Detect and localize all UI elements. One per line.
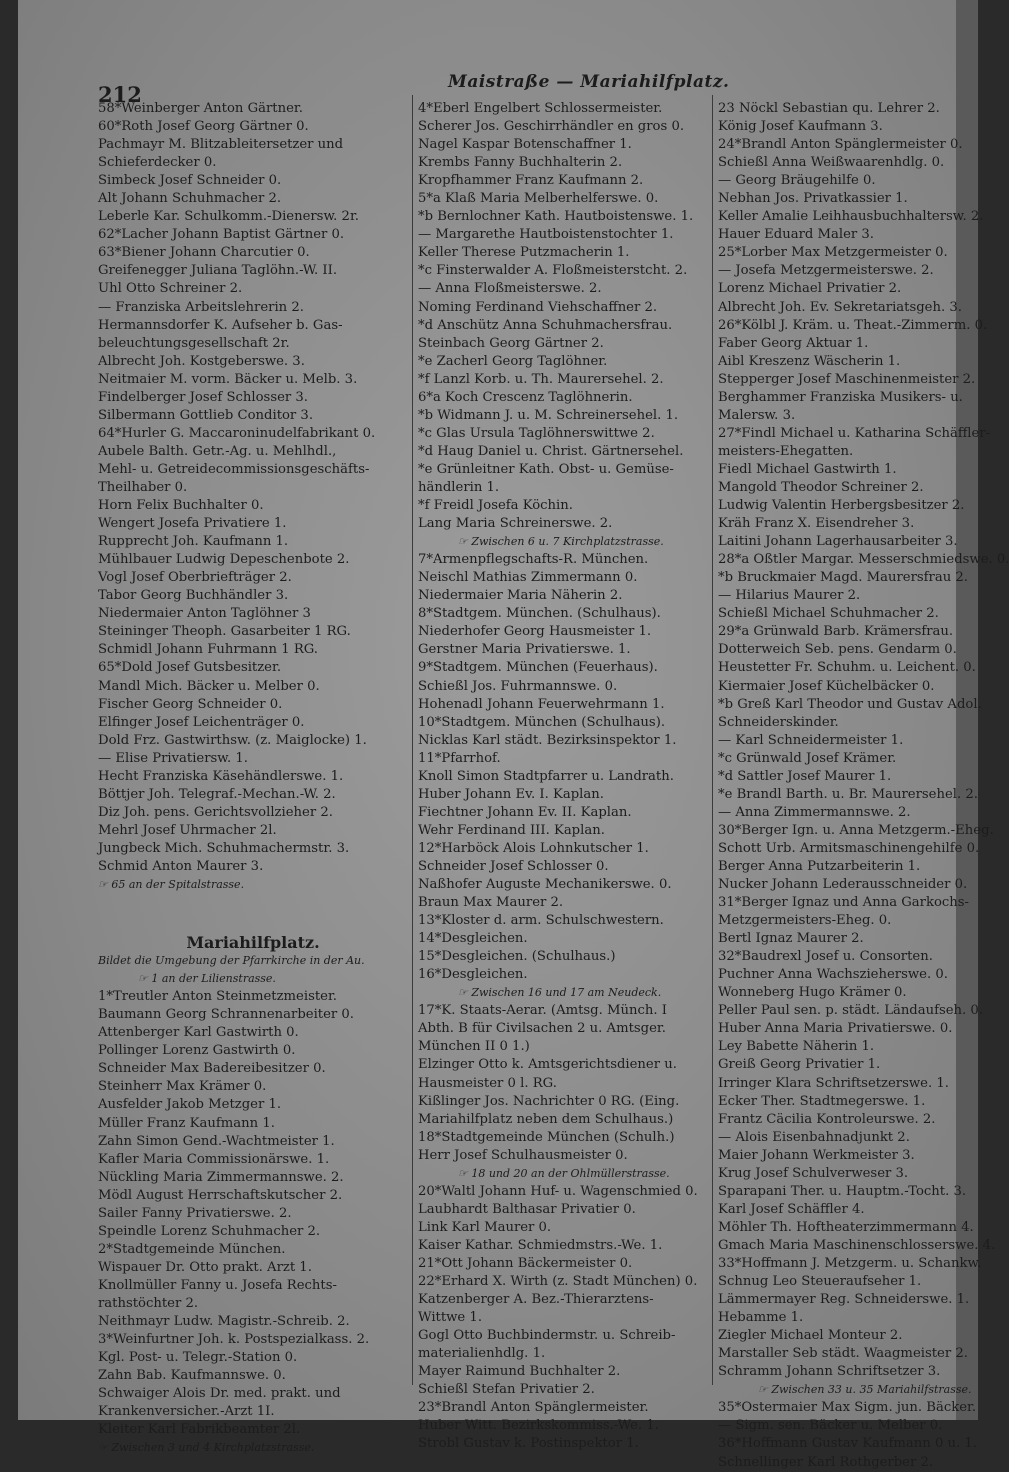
entry-list	[718, 100, 1009, 1381]
directory-entry: 33*Hoffmann J. Metzgerm. u. Schankw.	[718, 1256, 982, 1271]
directory-entry: Krembs Fanny Buchhalterin 2.	[418, 155, 623, 171]
directory-entry: — Georg Bräugehilfe 0.	[718, 173, 876, 189]
directory-entry: Vogl Josef Oberbriefträger 2.	[98, 570, 292, 586]
directory-entry: 24*Brandl Anton Spänglermeister 0.	[718, 137, 963, 153]
directory-entry: Niedermaier Maria Näherin 2.	[418, 588, 623, 604]
directory-entry: Scherer Jos. Geschirrhändler en gros 0.	[418, 119, 685, 135]
cross-reference-note: ☞ Zwischen 16 und 17 am Neudeck.	[458, 986, 662, 1000]
directory-entry: Neithmayr Ludw. Magistr.-Schreib. 2.	[98, 1314, 350, 1330]
directory-entry: Schneider Josef Schlosser 0.	[418, 858, 609, 874]
directory-entry: 8*Stadtgem. München. (Schulhaus).	[418, 606, 661, 622]
section-description: Bildet die Umgebung der Pfarrkirche in der Au.	[98, 954, 365, 968]
cross-reference-note: ☞ 18 und 20 an der Ohlmüllerstrasse.	[458, 1166, 670, 1180]
directory-entry: 30*Berger Ign. u. Anna Metzgerm.-Eheg.	[718, 822, 994, 838]
directory-entry: Kropfhammer Franz Kaufmann 2.	[418, 173, 644, 189]
directory-entry: Speindle Lorenz Schuhmacher 2.	[98, 1223, 321, 1239]
directory-entry: Huber Johann Ev. I. Kaplan.	[418, 786, 604, 802]
directory-entry: 16*Desgleichen.	[418, 967, 528, 983]
directory-entry: Ludwig Valentin Herbergsbesitzer 2.	[718, 498, 965, 514]
directory-entry: — Elise Privatiersw. 1.	[98, 750, 248, 766]
directory-entry: Mühlbauer Ludwig Depeschenbote 2.	[98, 552, 350, 568]
directory-entry: Kgl. Post- u. Telegr.-Station 0.	[98, 1350, 298, 1366]
directory-entry: 29*a Grünwald Barb. Krämersfrau.	[718, 624, 954, 640]
directory-entry: Müller Franz Kaufmann 1.	[98, 1115, 275, 1131]
directory-entry: beleuchtungsgesellschaft 2r.	[98, 335, 290, 351]
directory-entry: Niederhofer Georg Hausmeister 1.	[418, 624, 652, 640]
directory-entry: 28*a Oßtler Margar. Messerschmiedswe. 0.	[718, 552, 1009, 568]
directory-entry: Tabor Georg Buchhändler 3.	[98, 588, 289, 604]
directory-entry: Fiedl Michael Gastwirth 1.	[718, 461, 897, 477]
directory-entry: meisters-Ehegatten.	[718, 443, 854, 459]
directory-entry: Albrecht Joh. Ev. Sekretariatsgeh. 3.	[718, 299, 962, 315]
directory-entry: Schießl Jos. Fuhrmannswe. 0.	[418, 678, 618, 694]
directory-entry: Huber Witt. Bezirkskommiss.-We. 1.	[418, 1418, 659, 1434]
directory-entry: Findelberger Josef Schlosser 3.	[98, 389, 308, 405]
directory-entry: Hecht Franziska Käsehändlerswe. 1.	[98, 768, 344, 784]
directory-entry: Schramm Johann Schriftsetzer 3.	[718, 1364, 941, 1380]
directory-entry: Katzenberger A. Bez.-Thierarztens-	[418, 1292, 654, 1308]
directory-entry: Keller Amalie Leihhausbuchhaltersw. 2.	[718, 209, 984, 225]
directory-entry: Hausmeister 0 l. RG.	[418, 1075, 557, 1091]
directory-entry: Dold Frz. Gastwirthsw. (z. Maiglocke) 1.	[98, 732, 367, 748]
directory-entry: Neitmaier M. vorm. Bäcker u. Melb. 3.	[98, 371, 358, 387]
directory-entry: Kafler Maria Commissionärswe. 1.	[98, 1151, 330, 1167]
directory-entry: Fischer Georg Schneider 0.	[98, 696, 283, 712]
directory-entry: 60*Roth Josef Georg Gärtner 0.	[98, 119, 309, 135]
directory-entry: Albrecht Joh. Kostgeberswe. 3.	[98, 353, 305, 369]
directory-entry: 64*Hurler G. Maccaroninudelfabrikant 0.	[98, 425, 376, 441]
directory-entry: Maier Johann Werkmeister 3.	[718, 1147, 915, 1163]
directory-entry: Elfinger Josef Leichenträger 0.	[98, 714, 305, 730]
directory-entry: — Margarethe Hautboistenstochter 1.	[418, 227, 674, 243]
directory-entry: 23 Nöckl Sebastian qu. Lehrer 2.	[718, 101, 940, 116]
directory-entry: Kräh Franz X. Eisendreher 3.	[718, 516, 915, 532]
directory-entry: Marstaller Seb städt. Waagmeister 2.	[718, 1346, 968, 1362]
column-rule-1	[412, 95, 413, 1385]
directory-entry: Leberle Kar. Schulkomm.-Dienersw. 2r.	[98, 209, 359, 225]
directory-entry: München II 0 1.)	[418, 1039, 530, 1055]
directory-entry: Nückling Maria Zimmermannswe. 2.	[98, 1169, 344, 1185]
directory-entry: Nicklas Karl städt. Bezirksinspektor 1.	[418, 732, 677, 748]
directory-entry: Stepperger Josef Maschinenmeister 2.	[718, 371, 976, 387]
directory-entry: Knollmüller Fanny u. Josefa Rechts-	[98, 1277, 337, 1293]
directory-entry: *e Grünleitner Kath. Obst- u. Gemüse-	[418, 461, 674, 477]
directory-entry: Alt Johann Schuhmacher 2.	[98, 191, 282, 207]
directory-entry: 15*Desgleichen. (Schulhaus.)	[418, 949, 616, 965]
directory-entry: *c Grünwald Josef Krämer.	[718, 750, 897, 766]
directory-entry: Aubele Balth. Getr.-Ag. u. Mehlhdl.,	[98, 443, 337, 459]
directory-entry: 1*Treutler Anton Steinmetzmeister.	[98, 989, 337, 1005]
directory-entry: Heustetter Fr. Schuhm. u. Leichent. 0.	[718, 660, 976, 676]
directory-entry: — Alois Eisenbahnadjunkt 2.	[718, 1129, 910, 1145]
directory-entry: Schmidl Johann Fuhrmann 1 RG.	[98, 642, 319, 658]
directory-entry: Lang Maria Schreinerswe. 2.	[418, 516, 613, 532]
directory-entry: 2*Stadtgemeinde München.	[98, 1241, 286, 1257]
directory-entry: Gerstner Maria Privatierswe. 1.	[418, 642, 631, 658]
directory-entry: Strobl Gustav k. Postinspektor 1.	[418, 1436, 639, 1452]
directory-entry: Kißlinger Jos. Nachrichter 0 RG. (Eing.	[418, 1093, 680, 1109]
directory-entry: Metzgermeisters-Eheg. 0.	[718, 913, 892, 929]
directory-entry: Jungbeck Mich. Schuhmachermstr. 3.	[98, 840, 350, 856]
directory-entry: Link Karl Maurer 0.	[418, 1219, 552, 1235]
directory-entry: Pollinger Lorenz Gastwirth 0.	[98, 1043, 296, 1059]
directory-entry: Sparapani Ther. u. Hauptm.-Tocht. 3.	[718, 1183, 967, 1199]
directory-entry: 22*Erhard X. Wirth (z. Stadt München) 0.	[418, 1274, 698, 1290]
directory-entry: Zahn Simon Gend.-Wachtmeister 1.	[98, 1133, 335, 1149]
directory-entry: Wehr Ferdinand III. Kaplan.	[418, 822, 605, 838]
directory-entry: 20*Waltl Johann Huf- u. Wagenschmied 0.	[418, 1183, 698, 1199]
directory-entry: Simbeck Josef Schneider 0.	[98, 173, 282, 189]
entry-list	[98, 100, 408, 876]
directory-entry: Krug Josef Schulverweser 3.	[718, 1165, 909, 1181]
section-heading: Mariahilfplatz.	[186, 933, 320, 953]
directory-entry: Nebhan Jos. Privatkassier 1.	[718, 191, 908, 207]
directory-entry: Greiß Georg Privatier 1.	[718, 1057, 881, 1073]
directory-entry: Aibl Kreszenz Wäscherin 1.	[718, 353, 901, 369]
directory-entry: *b Widmann J. u. M. Schreinersehel. 1.	[418, 407, 679, 423]
directory-entry: 63*Biener Johann Charcutier 0.	[98, 245, 310, 261]
directory-entry: Nagel Kaspar Botenschaffner 1.	[418, 137, 632, 153]
directory-entry: 13*Kloster d. arm. Schulschwestern.	[418, 913, 664, 929]
directory-entry: Hohenadl Johann Feuerwehrmann 1.	[418, 696, 665, 712]
directory-entry: Möhler Th. Hoftheaterzimmermann 4.	[718, 1219, 974, 1235]
directory-entry: 26*Kölbl J. Kräm. u. Theat.-Zimmerm. 0.	[718, 317, 988, 333]
directory-entry: Greifenegger Juliana Taglöhn.-W. II.	[98, 263, 338, 279]
column-3	[718, 100, 1009, 1472]
directory-entry: Naßhofer Auguste Mechanikerswe. 0.	[418, 877, 672, 893]
directory-entry: Hermannsdorfer K. Aufseher b. Gas-	[98, 317, 343, 333]
directory-entry: 27*Findl Michael u. Katharina Schäffler-	[718, 425, 991, 441]
directory-entry: 4*Eberl Engelbert Schlossermeister.	[418, 101, 663, 116]
directory-entry: Puchner Anna Wachszieherswe. 0.	[718, 967, 948, 983]
directory-entry: Theilhaber 0.	[98, 479, 188, 495]
directory-entry: Baumann Georg Schrannenarbeiter 0.	[98, 1007, 354, 1023]
entry-list	[98, 988, 408, 1439]
directory-entry: *b Bruckmaier Magd. Maurersfrau 2.	[718, 570, 968, 586]
directory-entry: Mödl August Herrschaftskutscher 2.	[98, 1187, 343, 1203]
directory-entry: Ziegler Michael Monteur 2.	[718, 1328, 903, 1344]
directory-entry: Niedermaier Anton Taglöhner 3	[98, 606, 311, 622]
directory-entry: Diz Joh. pens. Gerichtsvollzieher 2.	[98, 804, 333, 820]
directory-entry: *e Zacherl Georg Taglöhner.	[418, 353, 608, 369]
directory-entry: Bertl Ignaz Maurer 2.	[718, 931, 864, 947]
directory-entry: Schneider Max Badereibesitzer 0.	[98, 1061, 326, 1077]
directory-entry: — Anna Zimmermannswe. 2.	[718, 804, 911, 820]
directory-entry: 11*Pfarrhof.	[418, 750, 501, 766]
directory-entry: *f Freidl Josefa Köchin.	[418, 498, 573, 514]
directory-entry: König Josef Kaufmann 3.	[718, 119, 883, 135]
directory-entry: 23*Brandl Anton Spänglermeister.	[418, 1400, 649, 1416]
directory-entry: *d Haug Daniel u. Christ. Gärtnersehel.	[418, 443, 684, 459]
directory-entry: Neischl Mathias Zimmermann 0.	[418, 570, 638, 586]
directory-entry: Ley Babette Näherin 1.	[718, 1039, 875, 1055]
cross-reference-note: ☞ Zwischen 33 u. 35 Mariahilfstrasse.	[758, 1383, 972, 1397]
directory-entry: Schneiderskinder.	[718, 714, 839, 730]
directory-entry: Schmid Anton Maurer 3.	[98, 858, 264, 874]
directory-entry: Zahn Bab. Kaufmannswe. 0.	[98, 1368, 286, 1384]
directory-entry: Wispauer Dr. Otto prakt. Arzt 1.	[98, 1259, 312, 1275]
running-head: Maistraße — Mariahilfplatz.	[448, 72, 730, 92]
directory-entry: Faber Georg Aktuar 1.	[718, 335, 869, 351]
directory-entry: 3*Weinfurtner Joh. k. Postspezialkass. 2.	[98, 1332, 370, 1348]
directory-entry: Nucker Johann Lederausschneider 0.	[718, 877, 968, 893]
entry-list	[418, 551, 713, 984]
directory-entry: Peller Paul sen. p. städt. Ländaufseh. 0.	[718, 1003, 984, 1019]
directory-entry: Gogl Otto Buchbindermstr. u. Schreib-	[418, 1328, 676, 1344]
directory-entry: Knoll Simon Stadtpfarrer u. Landrath.	[418, 768, 674, 784]
directory-entry: Schott Urb. Armitsmaschinengehilfe 0.	[718, 840, 980, 856]
directory-entry: Berghammer Franziska Musikers- u.	[718, 389, 963, 405]
cross-reference-note: ☞ Zwischen 3 und 4 Kirchplatzstrasse.	[98, 1441, 315, 1455]
directory-entry: 65*Dold Josef Gutsbesitzer.	[98, 660, 282, 676]
directory-entry: Mehl- u. Getreidecommissionsgeschäfts-	[98, 461, 370, 477]
directory-entry: Wittwe 1.	[418, 1310, 483, 1326]
page-number: 212	[98, 82, 142, 107]
directory-entry: Mehrl Josef Uhrmacher 2l.	[98, 822, 277, 838]
directory-entry: 7*Armenpflegschafts-R. München.	[418, 552, 649, 568]
directory-entry: *d Sattler Josef Maurer 1.	[718, 768, 892, 784]
directory-entry: *c Finsterwalder A. Floßmeisterstcht. 2.	[418, 263, 688, 279]
directory-entry: Ecker Ther. Stadtmegerswe. 1.	[718, 1093, 926, 1109]
directory-entry: Gmach Maria Maschinenschlosserswe. 4.	[718, 1237, 996, 1253]
directory-entry: — Hilarius Maurer 2.	[718, 588, 861, 604]
directory-entry: Schnellinger Karl Rothgerber 2.	[718, 1454, 934, 1470]
column-2	[418, 100, 713, 1454]
directory-entry: 17*K. Staats-Aerar. (Amtsg. Münch. I	[418, 1003, 667, 1019]
directory-entry: Elzinger Otto k. Amtsgerichtsdiener u.	[418, 1057, 677, 1073]
directory-entry: 21*Ott Johann Bäckermeister 0.	[418, 1256, 633, 1271]
directory-entry: Schießl Stefan Privatier 2.	[418, 1382, 595, 1398]
entry-list	[418, 1183, 713, 1454]
directory-entry: Sailer Fanny Privatierswe. 2.	[98, 1205, 292, 1221]
directory-entry: Horn Felix Buchhalter 0.	[98, 498, 264, 514]
directory-entry: Keller Therese Putzmacherin 1.	[418, 245, 630, 261]
directory-entry: — Josefa Metzgermeisterswe. 2.	[718, 263, 934, 279]
directory-entry: Lorenz Michael Privatier 2.	[718, 281, 902, 297]
directory-entry: Schnug Leo Steueraufseher 1.	[718, 1274, 922, 1290]
directory-entry: 25*Lorber Max Metzgermeister 0.	[718, 245, 948, 261]
directory-entry: 5*a Klaß Maria Melberhelferswe. 0.	[418, 191, 659, 207]
directory-entry: Karl Josef Schäffler 4.	[718, 1201, 865, 1217]
directory-entry: Irringer Klara Schriftsetzerswe. 1.	[718, 1075, 949, 1091]
directory-entry: Abth. B für Civilsachen 2 u. Amtsger.	[418, 1021, 666, 1037]
directory-entry: 12*Harböck Alois Lohnkutscher 1.	[418, 840, 649, 856]
directory-entry: Wonneberg Hugo Krämer 0.	[718, 985, 907, 1001]
directory-entry: Steinherr Max Krämer 0.	[98, 1079, 267, 1095]
directory-entry: 62*Lacher Johann Baptist Gärtner 0.	[98, 227, 345, 243]
directory-entry: — Anna Floßmeisterswe. 2.	[418, 281, 602, 297]
directory-entry: Attenberger Karl Gastwirth 0.	[98, 1025, 299, 1041]
directory-entry: *b Greß Karl Theodor und Gustav Adol.	[718, 696, 982, 712]
directory-entry: 18*Stadtgemeinde München (Schulh.)	[418, 1129, 675, 1145]
cross-reference-note: ☞ 65 an der Spitalstrasse.	[98, 878, 245, 892]
directory-entry: Mayer Raimund Buchhalter 2.	[418, 1364, 621, 1380]
directory-entry: 14*Desgleichen.	[418, 931, 528, 947]
directory-entry: Braun Max Maurer 2.	[418, 895, 564, 911]
directory-entry: Mariahilfplatz neben dem Schulhaus.)	[418, 1111, 674, 1127]
directory-entry: *f Lanzl Korb. u. Th. Maurersehel. 2.	[418, 371, 664, 387]
directory-entry: händlerin 1.	[418, 479, 500, 495]
directory-entry: Rupprecht Joh. Kaufmann 1.	[98, 534, 289, 550]
directory-entry: Steininger Theoph. Gasarbeiter 1 RG.	[98, 624, 351, 640]
directory-entry: Pachmayr M. Blitzableitersetzer und	[98, 137, 344, 153]
directory-entry: Laitini Johann Lagerhausarbeiter 3.	[718, 534, 958, 550]
directory-entry: 6*a Koch Crescenz Taglöhnerin.	[418, 389, 633, 405]
directory-entry: 35*Ostermaier Max Sigm. jun. Bäcker.	[718, 1400, 977, 1416]
directory-entry: 58*Weinberger Anton Gärtner.	[98, 101, 303, 116]
directory-entry: Silbermann Gottlieb Conditor 3.	[98, 407, 314, 423]
directory-entry: materialienhdlg. 1.	[418, 1346, 546, 1362]
cross-reference-note: ☞ Zwischen 6 u. 7 Kirchplatzstrasse.	[458, 535, 664, 549]
directory-entry: Malersw. 3.	[718, 407, 796, 423]
directory-entry: *d Anschütz Anna Schuhmachersfrau.	[418, 317, 673, 333]
directory-entry: Mandl Mich. Bäcker u. Melber 0.	[98, 678, 320, 694]
directory-entry: *b Bernlochner Kath. Hautboistenswe. 1.	[418, 209, 694, 225]
entry-list	[418, 100, 713, 533]
directory-entry: Frantz Cäcilia Kontroleurswe. 2.	[718, 1111, 936, 1127]
directory-entry: Böttjer Joh. Telegraf.-Mechan.-W. 2.	[98, 786, 336, 802]
directory-entry: 31*Berger Ignaz und Anna Garkochs-	[718, 895, 969, 911]
directory-entry: — Franziska Arbeitslehrerin 2.	[98, 299, 304, 315]
directory-entry: Kaiser Kathar. Schmiedmstrs.-We. 1.	[418, 1237, 663, 1253]
directory-entry: Krankenversicher.-Arzt 1I.	[98, 1404, 275, 1420]
directory-entry: Noming Ferdinand Viehschaffner 2.	[418, 299, 658, 315]
directory-entry: Kiermaier Josef Küchelbäcker 0.	[718, 678, 935, 694]
directory-entry: — Sigm. sen. Bäcker u. Melber 0.	[718, 1418, 943, 1434]
directory-entry: 9*Stadtgem. München (Feuerhaus).	[418, 660, 658, 676]
directory-entry: Hebamme 1.	[718, 1310, 804, 1326]
entry-list	[418, 1002, 713, 1164]
entry-list	[718, 1399, 980, 1471]
directory-entry: Steinbach Georg Gärtner 2.	[418, 335, 604, 351]
book-page	[18, 0, 1009, 1470]
directory-entry: Laubhardt Balthasar Privatier 0.	[418, 1201, 636, 1217]
directory-entry: Schieferdecker 0.	[98, 155, 217, 171]
directory-entry: 32*Baudrexl Josef u. Consorten.	[718, 949, 933, 965]
directory-entry: Fiechtner Johann Ev. II. Kaplan.	[418, 804, 632, 820]
directory-entry: Hauer Eduard Maler 3.	[718, 227, 874, 243]
directory-entry: *e Brandl Barth. u. Br. Maurersehel. 2.	[718, 786, 978, 802]
directory-entry: Schwaiger Alois Dr. med. prakt. und	[98, 1386, 341, 1402]
directory-entry: — Karl Schneidermeister 1.	[718, 732, 904, 748]
directory-entry: Wengert Josefa Privatiere 1.	[98, 516, 287, 532]
directory-entry: 36*Hoffmann Gustav Kaufmann 0 u. 1.	[718, 1436, 978, 1452]
directory-entry: Schießl Anna Weißwaarenhdlg. 0.	[718, 155, 945, 171]
cross-reference-note: ☞ 1 an der Lilienstrasse.	[138, 972, 276, 986]
directory-entry: Schießl Michael Schuhmacher 2.	[718, 606, 939, 622]
directory-entry: 10*Stadtgem. München (Schulhaus).	[418, 714, 666, 730]
directory-entry: Mangold Theodor Schreiner 2.	[718, 479, 924, 495]
directory-entry: Lämmermayer Reg. Schneiderswe. 1.	[718, 1292, 970, 1308]
directory-entry: Ausfelder Jakob Metzger 1.	[98, 1097, 282, 1113]
directory-entry: Dotterweich Seb. pens. Gendarm 0.	[718, 642, 957, 658]
directory-entry: Herr Josef Schulhausmeister 0.	[418, 1147, 628, 1163]
directory-entry: Kleiter Karl Fabrikbeamter 2l.	[98, 1422, 301, 1438]
directory-entry: Uhl Otto Schreiner 2.	[98, 281, 243, 297]
directory-entry: Huber Anna Maria Privatierswe. 0.	[718, 1021, 953, 1037]
column-1	[98, 100, 408, 1457]
directory-entry: Berger Anna Putzarbeiterin 1.	[718, 858, 921, 874]
directory-entry: rathstöchter 2.	[98, 1296, 199, 1311]
directory-entry: *c Glas Ursula Taglöhnerswittwe 2.	[418, 425, 655, 441]
